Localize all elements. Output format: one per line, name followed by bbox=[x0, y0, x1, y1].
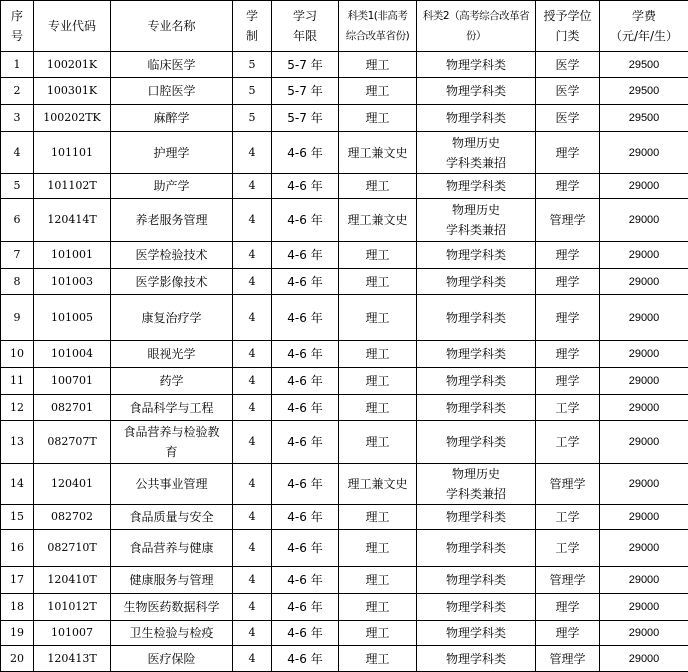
cell-degree: 理学 bbox=[536, 269, 600, 295]
cell-years: 4-6 年 bbox=[272, 132, 339, 174]
cell-fee: 29000 bbox=[600, 530, 688, 567]
cell-degree: 理学 bbox=[536, 242, 600, 269]
table-row bbox=[1, 421, 688, 464]
cell-category2-line: 学科类兼招 bbox=[419, 220, 533, 240]
cell-duration: 4 bbox=[233, 132, 272, 174]
cell-years: 4-6 年 bbox=[272, 341, 339, 368]
cell-duration: 4 bbox=[233, 621, 272, 646]
cell-degree: 医学 bbox=[536, 78, 600, 105]
cell-degree: 理学 bbox=[536, 132, 600, 174]
cell-code: 082707T bbox=[34, 421, 111, 464]
cell-code: 101001 bbox=[34, 242, 111, 269]
header-row bbox=[1, 1, 688, 52]
cell-fee: 29000 bbox=[600, 295, 688, 341]
cell-category2-line: 物理学科类 bbox=[419, 432, 533, 452]
cell-duration: 5 bbox=[233, 52, 272, 78]
cell-category1: 理工 bbox=[339, 78, 417, 105]
cell-category2-line: 物理学科类 bbox=[419, 245, 533, 265]
cell-major-name bbox=[111, 646, 233, 672]
cell-category2 bbox=[417, 242, 536, 269]
table-row bbox=[1, 567, 688, 594]
cell-category2-line: 物理学科类 bbox=[419, 623, 533, 643]
cell-fee: 29000 bbox=[600, 341, 688, 368]
cell-category1: 理工兼文史 bbox=[339, 132, 417, 174]
header-duration: 学 制 bbox=[233, 1, 272, 52]
cell-category1: 理工兼文史 bbox=[339, 199, 417, 242]
cell-duration: 4 bbox=[233, 464, 272, 505]
cell-no: 11 bbox=[1, 368, 34, 395]
cell-major-name-line: 育 bbox=[113, 442, 230, 462]
cell-category2 bbox=[417, 174, 536, 199]
cell-category1: 理工 bbox=[339, 395, 417, 421]
header-degree: 授予学位 门类 bbox=[536, 1, 600, 52]
cell-major-name-line: 健康服务与管理 bbox=[113, 570, 230, 590]
cell-category2-line: 物理学科类 bbox=[419, 55, 533, 75]
cell-category2-line: 物理学科类 bbox=[419, 507, 533, 527]
cell-category2-line: 物理历史 bbox=[419, 464, 533, 484]
cell-no: 10 bbox=[1, 341, 34, 368]
cell-code: 100301K bbox=[34, 78, 111, 105]
cell-category2-line: 物理学科类 bbox=[419, 538, 533, 558]
cell-no: 3 bbox=[1, 105, 34, 132]
cell-category1: 理工 bbox=[339, 621, 417, 646]
cell-fee: 29000 bbox=[600, 464, 688, 505]
cell-major-name-line: 公共事业管理 bbox=[113, 474, 230, 494]
cell-code: 082710T bbox=[34, 530, 111, 567]
cell-code: 100201K bbox=[34, 52, 111, 78]
cell-code: 101102T bbox=[34, 174, 111, 199]
cell-category2 bbox=[417, 52, 536, 78]
cell-degree: 医学 bbox=[536, 105, 600, 132]
cell-major-name bbox=[111, 199, 233, 242]
cell-years: 4-6 年 bbox=[272, 395, 339, 421]
cell-years: 5-7 年 bbox=[272, 105, 339, 132]
cell-years: 4-6 年 bbox=[272, 242, 339, 269]
cell-fee: 29000 bbox=[600, 368, 688, 395]
cell-major-name bbox=[111, 105, 233, 132]
cell-category1: 理工 bbox=[339, 269, 417, 295]
cell-category2 bbox=[417, 78, 536, 105]
cell-category2 bbox=[417, 132, 536, 174]
cell-category1: 理工 bbox=[339, 567, 417, 594]
cell-category2 bbox=[417, 269, 536, 295]
cell-category2-line: 物理历史 bbox=[419, 200, 533, 220]
cell-fee: 29000 bbox=[600, 132, 688, 174]
cell-major-name bbox=[111, 52, 233, 78]
cell-major-name-line: 食品营养与检验教 bbox=[113, 422, 230, 442]
cell-years: 4-6 年 bbox=[272, 199, 339, 242]
cell-major-name-line: 食品科学与工程 bbox=[113, 398, 230, 418]
cell-fee: 29000 bbox=[600, 505, 688, 530]
cell-no: 2 bbox=[1, 78, 34, 105]
cell-category1: 理工 bbox=[339, 646, 417, 672]
cell-major-name-line: 卫生检验与检疫 bbox=[113, 623, 230, 643]
cell-category1: 理工 bbox=[339, 242, 417, 269]
cell-major-name-line: 药学 bbox=[113, 371, 230, 391]
cell-category2 bbox=[417, 199, 536, 242]
cell-major-name bbox=[111, 505, 233, 530]
cell-fee: 29500 bbox=[600, 105, 688, 132]
cell-major-name bbox=[111, 78, 233, 105]
cell-duration: 4 bbox=[233, 530, 272, 567]
cell-fee: 29500 bbox=[600, 78, 688, 105]
table-row bbox=[1, 646, 688, 672]
cell-code: 101101 bbox=[34, 132, 111, 174]
cell-major-name-line: 食品营养与健康 bbox=[113, 538, 230, 558]
cell-duration: 4 bbox=[233, 295, 272, 341]
cell-category2 bbox=[417, 295, 536, 341]
header-category1: 科类1(非高考 综合改革省份) bbox=[339, 1, 417, 52]
cell-category2-line: 物理学科类 bbox=[419, 570, 533, 590]
table-row bbox=[1, 530, 688, 567]
cell-no: 8 bbox=[1, 269, 34, 295]
cell-years: 4-6 年 bbox=[272, 646, 339, 672]
cell-category2-line: 物理学科类 bbox=[419, 81, 533, 101]
cell-major-name-line: 麻醉学 bbox=[113, 108, 230, 128]
cell-degree: 理学 bbox=[536, 341, 600, 368]
cell-fee: 29000 bbox=[600, 646, 688, 672]
cell-no: 5 bbox=[1, 174, 34, 199]
cell-category2-line: 物理学科类 bbox=[419, 649, 533, 669]
cell-years: 4-6 年 bbox=[272, 368, 339, 395]
table-row bbox=[1, 594, 688, 621]
cell-no: 7 bbox=[1, 242, 34, 269]
table-row bbox=[1, 464, 688, 505]
cell-degree: 理学 bbox=[536, 295, 600, 341]
cell-major-name bbox=[111, 132, 233, 174]
table-row bbox=[1, 174, 688, 199]
cell-duration: 4 bbox=[233, 421, 272, 464]
cell-fee: 29000 bbox=[600, 621, 688, 646]
cell-duration: 5 bbox=[233, 105, 272, 132]
cell-duration: 4 bbox=[233, 242, 272, 269]
cell-major-name-line: 临床医学 bbox=[113, 55, 230, 75]
header-no: 序 号 bbox=[1, 1, 34, 52]
cell-category2 bbox=[417, 368, 536, 395]
cell-degree: 医学 bbox=[536, 52, 600, 78]
cell-category2-line: 物理学科类 bbox=[419, 176, 533, 196]
cell-code: 101003 bbox=[34, 269, 111, 295]
cell-major-name-line: 康复治疗学 bbox=[113, 308, 230, 328]
table-row bbox=[1, 505, 688, 530]
cell-major-name-line: 医疗保险 bbox=[113, 649, 230, 669]
cell-duration: 4 bbox=[233, 646, 272, 672]
cell-major-name-line: 护理学 bbox=[113, 143, 230, 163]
cell-no: 9 bbox=[1, 295, 34, 341]
cell-years: 4-6 年 bbox=[272, 567, 339, 594]
cell-code: 101005 bbox=[34, 295, 111, 341]
table-row bbox=[1, 52, 688, 78]
cell-major-name bbox=[111, 341, 233, 368]
cell-category1: 理工 bbox=[339, 52, 417, 78]
cell-category2-line: 学科类兼招 bbox=[419, 153, 533, 173]
table-row bbox=[1, 368, 688, 395]
table-row bbox=[1, 621, 688, 646]
cell-degree: 工学 bbox=[536, 530, 600, 567]
cell-category2-line: 物理学科类 bbox=[419, 308, 533, 328]
cell-duration: 4 bbox=[233, 269, 272, 295]
cell-category2-line: 物理学科类 bbox=[419, 371, 533, 391]
cell-degree: 管理学 bbox=[536, 646, 600, 672]
cell-category2 bbox=[417, 395, 536, 421]
cell-category1: 理工 bbox=[339, 174, 417, 199]
cell-duration: 4 bbox=[233, 368, 272, 395]
cell-degree: 理学 bbox=[536, 368, 600, 395]
cell-category1: 理工 bbox=[339, 368, 417, 395]
cell-duration: 5 bbox=[233, 78, 272, 105]
cell-degree: 工学 bbox=[536, 505, 600, 530]
cell-category2-line: 物理学科类 bbox=[419, 344, 533, 364]
cell-no: 14 bbox=[1, 464, 34, 505]
cell-years: 4-6 年 bbox=[272, 174, 339, 199]
cell-major-name bbox=[111, 421, 233, 464]
cell-category2 bbox=[417, 594, 536, 621]
cell-code: 082702 bbox=[34, 505, 111, 530]
table-body bbox=[1, 52, 688, 672]
cell-major-name bbox=[111, 269, 233, 295]
table-row bbox=[1, 199, 688, 242]
header-code: 专业代码 bbox=[34, 1, 111, 52]
cell-code: 120413T bbox=[34, 646, 111, 672]
cell-duration: 4 bbox=[233, 395, 272, 421]
cell-category2 bbox=[417, 105, 536, 132]
cell-fee: 29000 bbox=[600, 421, 688, 464]
cell-major-name-line: 医学检验技术 bbox=[113, 245, 230, 265]
cell-fee: 29000 bbox=[600, 174, 688, 199]
table-row bbox=[1, 242, 688, 269]
table-row bbox=[1, 341, 688, 368]
table-row bbox=[1, 105, 688, 132]
cell-fee: 29000 bbox=[600, 395, 688, 421]
cell-code: 101004 bbox=[34, 341, 111, 368]
cell-major-name bbox=[111, 594, 233, 621]
cell-fee: 29500 bbox=[600, 52, 688, 78]
table-row bbox=[1, 269, 688, 295]
cell-category1: 理工 bbox=[339, 105, 417, 132]
cell-duration: 4 bbox=[233, 174, 272, 199]
cell-no: 4 bbox=[1, 132, 34, 174]
cell-degree: 工学 bbox=[536, 395, 600, 421]
cell-major-name-line: 生物医药数据科学 bbox=[113, 597, 230, 617]
cell-no: 1 bbox=[1, 52, 34, 78]
cell-code: 101007 bbox=[34, 621, 111, 646]
cell-no: 18 bbox=[1, 594, 34, 621]
cell-code: 120401 bbox=[34, 464, 111, 505]
header-name: 专业名称 bbox=[111, 1, 233, 52]
cell-major-name bbox=[111, 464, 233, 505]
cell-degree: 管理学 bbox=[536, 567, 600, 594]
cell-duration: 4 bbox=[233, 505, 272, 530]
cell-no: 16 bbox=[1, 530, 34, 567]
cell-years: 4-6 年 bbox=[272, 505, 339, 530]
cell-major-name bbox=[111, 567, 233, 594]
cell-category2 bbox=[417, 505, 536, 530]
cell-fee: 29000 bbox=[600, 567, 688, 594]
cell-years: 5-7 年 bbox=[272, 52, 339, 78]
cell-major-name bbox=[111, 368, 233, 395]
cell-category1: 理工兼文史 bbox=[339, 464, 417, 505]
cell-category2-line: 物理历史 bbox=[419, 133, 533, 153]
table-row bbox=[1, 78, 688, 105]
cell-category2 bbox=[417, 646, 536, 672]
header-years: 学习 年限 bbox=[272, 1, 339, 52]
cell-no: 15 bbox=[1, 505, 34, 530]
cell-code: 101012T bbox=[34, 594, 111, 621]
cell-category2 bbox=[417, 567, 536, 594]
cell-major-name-line: 口腔医学 bbox=[113, 81, 230, 101]
cell-major-name bbox=[111, 174, 233, 199]
cell-years: 4-6 年 bbox=[272, 295, 339, 341]
cell-category2 bbox=[417, 464, 536, 505]
cell-code: 120414T bbox=[34, 199, 111, 242]
cell-years: 4-6 年 bbox=[272, 464, 339, 505]
cell-category1: 理工 bbox=[339, 295, 417, 341]
cell-category1: 理工 bbox=[339, 421, 417, 464]
cell-category1: 理工 bbox=[339, 341, 417, 368]
cell-category2 bbox=[417, 421, 536, 464]
cell-duration: 4 bbox=[233, 199, 272, 242]
cell-degree: 管理学 bbox=[536, 464, 600, 505]
cell-category1: 理工 bbox=[339, 594, 417, 621]
cell-category2-line: 物理学科类 bbox=[419, 398, 533, 418]
cell-category2 bbox=[417, 621, 536, 646]
cell-major-name-line: 食品质量与安全 bbox=[113, 507, 230, 527]
cell-no: 12 bbox=[1, 395, 34, 421]
cell-no: 13 bbox=[1, 421, 34, 464]
cell-duration: 4 bbox=[233, 567, 272, 594]
table-row bbox=[1, 132, 688, 174]
cell-years: 5-7 年 bbox=[272, 78, 339, 105]
cell-no: 20 bbox=[1, 646, 34, 672]
cell-degree: 工学 bbox=[536, 421, 600, 464]
cell-code: 100202TK bbox=[34, 105, 111, 132]
cell-fee: 29000 bbox=[600, 242, 688, 269]
cell-years: 4-6 年 bbox=[272, 530, 339, 567]
cell-fee: 29000 bbox=[600, 269, 688, 295]
cell-category2-line: 物理学科类 bbox=[419, 272, 533, 292]
cell-years: 4-6 年 bbox=[272, 269, 339, 295]
cell-code: 120410T bbox=[34, 567, 111, 594]
cell-major-name-line: 医学影像技术 bbox=[113, 272, 230, 292]
cell-major-name-line: 眼视光学 bbox=[113, 344, 230, 364]
cell-category2-line: 物理学科类 bbox=[419, 108, 533, 128]
cell-degree: 理学 bbox=[536, 174, 600, 199]
cell-category1: 理工 bbox=[339, 505, 417, 530]
cell-duration: 4 bbox=[233, 594, 272, 621]
cell-category2-line: 物理学科类 bbox=[419, 597, 533, 617]
cell-code: 082701 bbox=[34, 395, 111, 421]
header-fee: 学费 （元/年/生） bbox=[600, 1, 688, 52]
cell-major-name bbox=[111, 395, 233, 421]
cell-major-name bbox=[111, 295, 233, 341]
table-row bbox=[1, 295, 688, 341]
cell-years: 4-6 年 bbox=[272, 421, 339, 464]
cell-no: 17 bbox=[1, 567, 34, 594]
cell-major-name bbox=[111, 242, 233, 269]
cell-degree: 管理学 bbox=[536, 199, 600, 242]
cell-category2 bbox=[417, 530, 536, 567]
cell-years: 4-6 年 bbox=[272, 594, 339, 621]
cell-fee: 29000 bbox=[600, 199, 688, 242]
cell-fee: 29000 bbox=[600, 594, 688, 621]
cell-category1: 理工 bbox=[339, 530, 417, 567]
cell-category2 bbox=[417, 341, 536, 368]
cell-category2-line: 学科类兼招 bbox=[419, 484, 533, 504]
cell-no: 6 bbox=[1, 199, 34, 242]
cell-major-name-line: 养老服务管理 bbox=[113, 210, 230, 230]
cell-major-name bbox=[111, 530, 233, 567]
cell-degree: 理学 bbox=[536, 594, 600, 621]
cell-duration: 4 bbox=[233, 341, 272, 368]
cell-years: 4-6 年 bbox=[272, 621, 339, 646]
cell-code: 100701 bbox=[34, 368, 111, 395]
table-row bbox=[1, 395, 688, 421]
cell-degree: 理学 bbox=[536, 621, 600, 646]
header-category2: 科类2（高考综合改革省 份） bbox=[417, 1, 536, 52]
cell-no: 19 bbox=[1, 621, 34, 646]
cell-major-name-line: 助产学 bbox=[113, 176, 230, 196]
cell-major-name bbox=[111, 621, 233, 646]
